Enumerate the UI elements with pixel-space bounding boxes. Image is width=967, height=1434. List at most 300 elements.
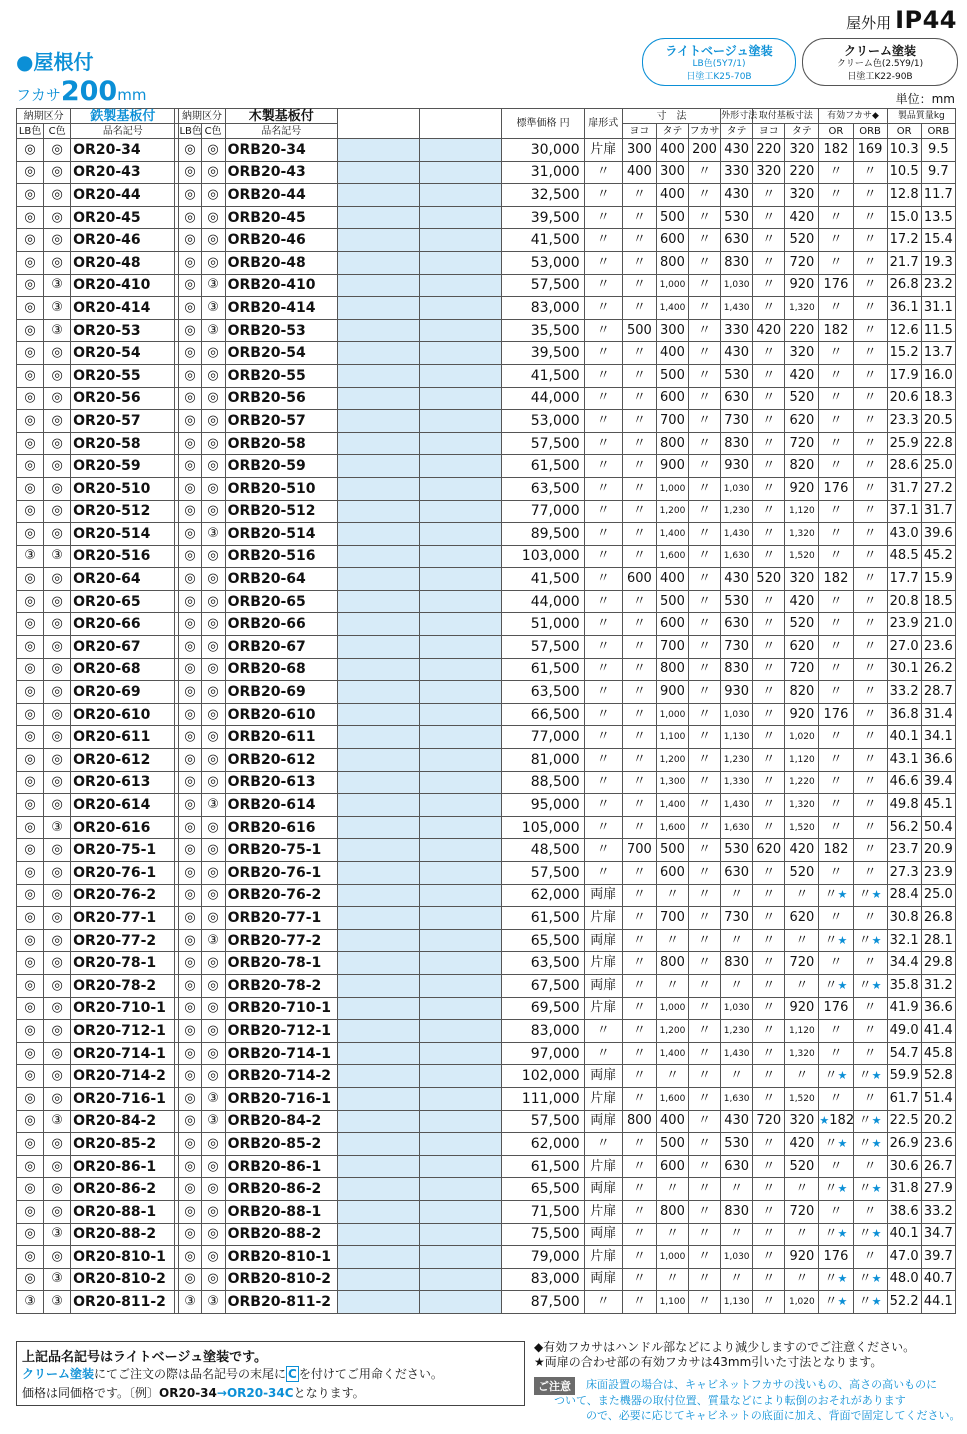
mass-or-cell: 48.0 xyxy=(887,1268,921,1291)
width-cell: 〃 xyxy=(622,477,656,500)
lb-color-2-cell: ◎ xyxy=(179,658,201,681)
iron-code-cell: OR20-56 xyxy=(71,387,175,410)
door-type-cell: 〃 xyxy=(584,568,622,591)
outer-height-cell: 930 xyxy=(721,681,753,704)
mass-orb-cell: 28.7 xyxy=(921,681,955,704)
iron-code-cell: OR20-34 xyxy=(71,139,175,162)
door-type-cell: 〃 xyxy=(584,455,622,478)
eff-depth-or-cell: 〃 xyxy=(819,342,853,365)
eff-depth-orb-cell: 〃 xyxy=(853,613,887,636)
height-cell: 〃 xyxy=(656,974,688,997)
mass-or-cell: 41.9 xyxy=(887,997,921,1020)
eff-depth-or-cell: 〃 xyxy=(819,523,853,546)
price-cell: 83,000 xyxy=(502,1020,584,1043)
outer-height-cell: 1,230 xyxy=(721,1020,753,1043)
eff-depth-orb-cell: 〃★ xyxy=(853,929,887,952)
eff-depth-orb-cell: 〃★ xyxy=(853,884,887,907)
iron-code-cell: OR20-86-2 xyxy=(71,1178,175,1201)
mass-orb-cell: 28.1 xyxy=(921,929,955,952)
c-color-2-cell: ◎ xyxy=(201,590,225,613)
depth-cell: 〃 xyxy=(689,771,721,794)
iron-code-cell: OR20-66 xyxy=(71,613,175,636)
c-color-2-cell: ◎ xyxy=(201,1200,225,1223)
mount-height-cell: 820 xyxy=(785,681,819,704)
mass-or-cell: 23.7 xyxy=(887,839,921,862)
height-cell: 400 xyxy=(656,568,688,591)
eff-depth-or-cell: 182 xyxy=(819,839,853,862)
wood-code-cell: ORB20-510 xyxy=(225,477,337,500)
lb-color-cell: ◎ xyxy=(17,997,44,1020)
mass-orb-cell: 29.8 xyxy=(921,952,955,975)
outer-height-cell: 330 xyxy=(721,161,753,184)
lb-color-2-cell: ◎ xyxy=(179,726,201,749)
lb-color-2-cell: ◎ xyxy=(179,907,201,930)
door-type-cell: 〃 xyxy=(584,161,622,184)
door-type-cell: 〃 xyxy=(584,1042,622,1065)
mount-height-header: タテ xyxy=(785,124,819,139)
mass-orb-cell: 31.4 xyxy=(921,703,955,726)
depth-cell: 〃 xyxy=(689,884,721,907)
wood-code-cell: ORB20-56 xyxy=(225,387,337,410)
door-type-cell: 〃 xyxy=(584,297,622,320)
mass-orb-cell: 36.6 xyxy=(921,997,955,1020)
wood-code-cell: ORB20-48 xyxy=(225,251,337,274)
lb-color-cell: ◎ xyxy=(17,1200,44,1223)
price-cell: 57,500 xyxy=(502,274,584,297)
mass-or-cell: 52.2 xyxy=(887,1291,921,1314)
c-color-2-cell: ◎ xyxy=(201,1020,225,1043)
table-row xyxy=(17,545,956,568)
eff-depth-orb-cell: 〃 xyxy=(853,1087,887,1110)
depth-cell: 〃 xyxy=(689,794,721,817)
c-color-cell: ③ xyxy=(44,297,71,320)
lb-color-cell: ◎ xyxy=(17,206,44,229)
lb-color-2-cell: ◎ xyxy=(179,410,201,433)
mount-width-cell: 〃 xyxy=(753,726,785,749)
wood-code-cell: ORB20-78-2 xyxy=(225,974,337,997)
outer-height-cell: 830 xyxy=(721,251,753,274)
depth-cell: 〃 xyxy=(689,251,721,274)
c-color-cell: ◎ xyxy=(44,251,71,274)
height-cell: 400 xyxy=(656,184,688,207)
iron-code-cell: OR20-88-2 xyxy=(71,1223,175,1246)
lb-color-cell: ◎ xyxy=(17,974,44,997)
table-row xyxy=(17,771,956,794)
iron-code-cell: OR20-710-1 xyxy=(71,997,175,1020)
depth-cell: 〃 xyxy=(689,364,721,387)
c-color-cell: ◎ xyxy=(44,387,71,410)
mount-height-cell: 820 xyxy=(785,455,819,478)
table-row xyxy=(17,1087,956,1110)
price-cell: 77,000 xyxy=(502,726,584,749)
lb-color-cell: ③ xyxy=(17,545,44,568)
wood-code-cell: ORB20-512 xyxy=(225,500,337,523)
eff-depth-or-cell: 〃★ xyxy=(819,929,853,952)
c-color-cell: ◎ xyxy=(44,794,71,817)
price-cell: 102,000 xyxy=(502,1065,584,1088)
door-type-cell: 〃 xyxy=(584,771,622,794)
eff-depth-or-cell: 〃 xyxy=(819,297,853,320)
width-cell: 800 xyxy=(622,1110,656,1133)
eff-depth-orb-cell: 〃 xyxy=(853,907,887,930)
height-cell: 1,000 xyxy=(656,997,688,1020)
price-cell: 105,000 xyxy=(502,816,584,839)
depth-cell: 〃 xyxy=(689,907,721,930)
width-header: ヨコ xyxy=(622,124,656,139)
wood-code-cell: ORB20-55 xyxy=(225,364,337,387)
c-color-cell: ◎ xyxy=(44,839,71,862)
price-cell: 87,500 xyxy=(502,1291,584,1314)
eff-depth-orb-cell: 〃 xyxy=(853,410,887,433)
mass-orb-cell: 45.2 xyxy=(921,545,955,568)
mass-orb-cell: 13.7 xyxy=(921,342,955,365)
table-row xyxy=(17,1110,956,1133)
wood-code-cell: ORB20-77-2 xyxy=(225,929,337,952)
table-row xyxy=(17,794,956,817)
lb-color-2-cell: ◎ xyxy=(179,884,201,907)
eff-depth-or-cell: 〃 xyxy=(819,636,853,659)
lb-color-2-cell: ◎ xyxy=(179,1268,201,1291)
lb-badge-title: ライトベージュ塗装 xyxy=(665,44,773,58)
c-color-2-cell: ◎ xyxy=(201,952,225,975)
outer-height-cell: 830 xyxy=(721,658,753,681)
lb-color-2-cell: ◎ xyxy=(179,545,201,568)
door-type-cell: 〃 xyxy=(584,636,622,659)
footer-note-box xyxy=(16,1341,525,1406)
c-color-2-cell: ◎ xyxy=(201,251,225,274)
mount-width-cell: 320 xyxy=(753,161,785,184)
lb-color-2-cell: ◎ xyxy=(179,139,201,162)
lb-color-2-cell: ◎ xyxy=(179,1087,201,1110)
mass-or-cell: 54.7 xyxy=(887,1042,921,1065)
outer-height-cell: 630 xyxy=(721,387,753,410)
c-color-2-cell: ◎ xyxy=(201,1065,225,1088)
iron-code-cell: OR20-514 xyxy=(71,523,175,546)
mass-orb-cell: 27.2 xyxy=(921,477,955,500)
mount-width-cell: 〃 xyxy=(753,1020,785,1043)
width-cell: 〃 xyxy=(622,929,656,952)
mass-or-cell: 40.1 xyxy=(887,726,921,749)
c-color-cell: ◎ xyxy=(44,1200,71,1223)
c-color-cell: ◎ xyxy=(44,907,71,930)
lb-color-cell: ◎ xyxy=(17,432,44,455)
depth-cell: 〃 xyxy=(689,1223,721,1246)
table-row xyxy=(17,1246,956,1269)
height-cell: 1,200 xyxy=(656,500,688,523)
mount-height-cell: 520 xyxy=(785,229,819,252)
c-color-cell: ◎ xyxy=(44,1133,71,1156)
eff-depth-orb-cell: 〃 xyxy=(853,997,887,1020)
eff-depth-or-cell: 〃 xyxy=(819,500,853,523)
mount-height-cell: 720 xyxy=(785,1200,819,1223)
example-code-c: OR20-34C xyxy=(226,1386,294,1400)
depth-cell: 〃 xyxy=(689,839,721,862)
unit-label: 単位：mm xyxy=(895,92,955,106)
height-cell: 600 xyxy=(656,613,688,636)
c-color-2-cell: ◎ xyxy=(201,455,225,478)
c-color-2-cell: ◎ xyxy=(201,771,225,794)
height-cell: 1,400 xyxy=(656,794,688,817)
price-cell: 65,500 xyxy=(502,929,584,952)
footer-line-1: 上記品名記号はライトベージュ塗装です。 xyxy=(22,1350,268,1365)
table-row xyxy=(17,523,956,546)
depth-cell: 200 xyxy=(689,139,721,162)
price-cell: 44,000 xyxy=(502,590,584,613)
eff-depth-or-cell: 〃 xyxy=(819,455,853,478)
iron-code-cell: OR20-59 xyxy=(71,455,175,478)
mount-board-header: 取付基板寸法 xyxy=(753,109,819,124)
outer-height-cell: 530 xyxy=(721,590,753,613)
mount-height-cell: 420 xyxy=(785,1133,819,1156)
wood-code-cell: ORB20-66 xyxy=(225,613,337,636)
wood-code-cell: ORB20-88-1 xyxy=(225,1200,337,1223)
wood-code-cell: ORB20-514 xyxy=(225,523,337,546)
height-cell: 1,300 xyxy=(656,771,688,794)
note-double-door: ★両扉の合わせ部の有効フカサは43mm引いた寸法となります。 xyxy=(534,1355,883,1369)
mass-or-cell: 20.6 xyxy=(887,387,921,410)
width-cell: 〃 xyxy=(622,952,656,975)
iron-code-cell: OR20-53 xyxy=(71,319,175,342)
c-color-2-cell: ◎ xyxy=(201,1268,225,1291)
door-type-cell: 〃 xyxy=(584,206,622,229)
c-color-2-cell: ③ xyxy=(201,1110,225,1133)
height-cell: 1,100 xyxy=(656,726,688,749)
cream-badge-line2: 日塗工K22-90B xyxy=(847,72,913,82)
eff-depth-orb-cell: 〃 xyxy=(853,749,887,772)
mass-orb-cell: 26.7 xyxy=(921,1155,955,1178)
depth-cell: 〃 xyxy=(689,749,721,772)
outer-height-cell: 1,630 xyxy=(721,816,753,839)
notes xyxy=(534,1340,962,1370)
width-cell: 〃 xyxy=(622,387,656,410)
table-row xyxy=(17,929,956,952)
eff-depth-orb-cell: 〃★ xyxy=(853,1223,887,1246)
lb-color-cell: ◎ xyxy=(17,907,44,930)
iron-code-cell: OR20-613 xyxy=(71,771,175,794)
mount-height-cell: 220 xyxy=(785,161,819,184)
outer-height-cell: 430 xyxy=(721,184,753,207)
lb-color-2-cell: ◎ xyxy=(179,523,201,546)
lb-color-cell: ◎ xyxy=(17,568,44,591)
table-row xyxy=(17,1065,956,1088)
eff-depth-orb-cell: 〃 xyxy=(853,794,887,817)
example-arrow: → xyxy=(216,1386,227,1400)
c-color-2-cell: ③ xyxy=(201,319,225,342)
wood-code-cell: ORB20-64 xyxy=(225,568,337,591)
price-header: 標準価格 円 xyxy=(502,109,584,139)
eff-depth-orb-cell: 〃 xyxy=(853,1042,887,1065)
width-cell: 〃 xyxy=(622,681,656,704)
product-table xyxy=(16,108,956,1314)
lb-color-cell: ◎ xyxy=(17,839,44,862)
width-cell: 〃 xyxy=(622,1133,656,1156)
table-row xyxy=(17,839,956,862)
outer-height-cell: 1,030 xyxy=(721,274,753,297)
table-row xyxy=(17,884,956,907)
eff-depth-orb-cell: 〃★ xyxy=(853,1178,887,1201)
height-cell: 1,000 xyxy=(656,477,688,500)
iron-code-cell: OR20-77-1 xyxy=(71,907,175,930)
table-row xyxy=(17,139,956,162)
eff-depth-or-cell: 〃 xyxy=(819,206,853,229)
door-type-cell: 〃 xyxy=(584,590,622,613)
lb-color-cell: ◎ xyxy=(17,862,44,885)
door-type-cell: 〃 xyxy=(584,229,622,252)
c-color-2-cell: ◎ xyxy=(201,477,225,500)
price-cell: 30,000 xyxy=(502,139,584,162)
mass-orb-cell: 18.3 xyxy=(921,387,955,410)
outer-height-cell: 430 xyxy=(721,1110,753,1133)
door-type-cell: 片扉 xyxy=(584,1200,622,1223)
depth-cell: 〃 xyxy=(689,952,721,975)
wood-code-cell: ORB20-85-2 xyxy=(225,1133,337,1156)
mass-or-cell: 35.8 xyxy=(887,974,921,997)
c-color-cell: ◎ xyxy=(44,1042,71,1065)
mass-or-cell: 23.3 xyxy=(887,410,921,433)
price-cell: 67,500 xyxy=(502,974,584,997)
depth-header: フカサ xyxy=(689,125,720,137)
door-type-cell: 〃 xyxy=(584,1291,622,1314)
mount-width-cell: 〃 xyxy=(753,884,785,907)
price-cell: 75,500 xyxy=(502,1223,584,1246)
lb-color-cell: ◎ xyxy=(17,1042,44,1065)
mount-height-cell: 〃 xyxy=(785,929,819,952)
caution-line-3: ので、必要に応じてキャビネットの底面に加え、背面で固定してください。 xyxy=(586,1409,961,1422)
height-cell: 800 xyxy=(656,251,688,274)
mount-height-cell: 1,320 xyxy=(785,794,819,817)
eff-depth-or-cell: 〃 xyxy=(819,681,853,704)
table-row xyxy=(17,749,956,772)
c-color-cell: ◎ xyxy=(44,974,71,997)
table-row xyxy=(17,432,956,455)
cream-badge-title: クリーム塗装 xyxy=(843,44,916,58)
c-color-2-cell: ◎ xyxy=(201,816,225,839)
height-cell: 〃 xyxy=(656,1178,688,1201)
height-cell: 〃 xyxy=(656,1223,688,1246)
door-type-cell: 〃 xyxy=(584,749,622,772)
wood-code-cell: ORB20-45 xyxy=(225,206,337,229)
outer-height-cell: 1,130 xyxy=(721,1291,753,1314)
lb-color-cell: ◎ xyxy=(17,1020,44,1043)
price-cell: 69,500 xyxy=(502,997,584,1020)
width-cell: 〃 xyxy=(622,862,656,885)
mass-or-cell: 23.9 xyxy=(887,613,921,636)
height-cell: 300 xyxy=(656,319,688,342)
c-color-2-cell: ◎ xyxy=(201,568,225,591)
depth-cell: 〃 xyxy=(689,229,721,252)
lb-color-cell: ◎ xyxy=(17,364,44,387)
door-type-cell: 〃 xyxy=(584,342,622,365)
mount-width-cell: 〃 xyxy=(753,274,785,297)
lb-color-2-cell: ◎ xyxy=(179,636,201,659)
lb-color-2-cell: ◎ xyxy=(179,771,201,794)
c-color-cell: ③ xyxy=(44,545,71,568)
mount-height-cell: 1,520 xyxy=(785,1087,819,1110)
eff-depth-orb-cell: 〃 xyxy=(853,432,887,455)
eff-depth-orb-cell: 〃 xyxy=(853,839,887,862)
door-type-cell: 片扉 xyxy=(584,1155,622,1178)
c-color-cell: ◎ xyxy=(44,410,71,433)
outer-height-cell: 630 xyxy=(721,613,753,636)
width-cell: 〃 xyxy=(622,1291,656,1314)
height-cell: 600 xyxy=(656,1155,688,1178)
c-color-cell: ③ xyxy=(44,1223,71,1246)
lb-color-cell: ◎ xyxy=(17,1065,44,1088)
mass-orb-cell: 40.7 xyxy=(921,1268,955,1291)
mass-or-cell: 61.7 xyxy=(887,1087,921,1110)
width-cell: 300 xyxy=(622,139,656,162)
wood-code-cell: ORB20-611 xyxy=(225,726,337,749)
height-cell: 1,000 xyxy=(656,703,688,726)
table-row xyxy=(17,681,956,704)
eff-depth-or-cell: 〃 xyxy=(819,794,853,817)
iron-code-cell: OR20-69 xyxy=(71,681,175,704)
c-color-2-cell: ③ xyxy=(201,297,225,320)
mass-orb-cell: 45.8 xyxy=(921,1042,955,1065)
mass-orb-cell: 25.0 xyxy=(921,455,955,478)
mass-or-cell: 28.4 xyxy=(887,884,921,907)
mass-orb-cell: 27.9 xyxy=(921,1178,955,1201)
mass-orb-cell: 51.4 xyxy=(921,1087,955,1110)
eff-depth-or-cell: 〃 xyxy=(819,1155,853,1178)
outer-height-cell: 1,030 xyxy=(721,477,753,500)
eff-depth-or-cell: 〃 xyxy=(819,410,853,433)
height-cell: 1,600 xyxy=(656,545,688,568)
mount-width-cell: 〃 xyxy=(753,907,785,930)
eff-depth-orb-cell: 〃 xyxy=(853,184,887,207)
mount-width-cell: 〃 xyxy=(753,658,785,681)
outer-height-cell: 630 xyxy=(721,229,753,252)
mass-or-cell: 48.5 xyxy=(887,545,921,568)
depth-cell: 〃 xyxy=(689,703,721,726)
mount-height-cell: 720 xyxy=(785,952,819,975)
table-row xyxy=(17,1200,956,1223)
lb-color-cell: ◎ xyxy=(17,229,44,252)
c-color-cell: ◎ xyxy=(44,681,71,704)
height-cell: 1,000 xyxy=(656,1246,688,1269)
depth-cell: 〃 xyxy=(689,161,721,184)
mount-height-cell: 1,120 xyxy=(785,749,819,772)
door-type-cell: 〃 xyxy=(584,523,622,546)
table-row xyxy=(17,726,956,749)
mass-orb-cell: 22.8 xyxy=(921,432,955,455)
outer-height-cell: 1,330 xyxy=(721,771,753,794)
mount-height-cell: 320 xyxy=(785,1110,819,1133)
lb-color-cell: ◎ xyxy=(17,387,44,410)
door-type-cell: 〃 xyxy=(584,1020,622,1043)
lb-color-2-cell: ◎ xyxy=(179,432,201,455)
depth-cell: 〃 xyxy=(689,432,721,455)
door-type-cell: 〃 xyxy=(584,681,622,704)
outer-height-cell: 1,430 xyxy=(721,523,753,546)
depth-cell: 〃 xyxy=(689,500,721,523)
iron-code-cell: OR20-68 xyxy=(71,658,175,681)
depth-cell: 〃 xyxy=(689,613,721,636)
height-cell: 600 xyxy=(656,387,688,410)
wood-code-cell: ORB20-410 xyxy=(225,274,337,297)
eff-depth-orb-cell: 〃 xyxy=(853,251,887,274)
lb-color-cell: ◎ xyxy=(17,1178,44,1201)
table-row xyxy=(17,997,956,1020)
c-color-cell: ◎ xyxy=(44,342,71,365)
width-cell: 〃 xyxy=(622,545,656,568)
mass-or-cell: 46.6 xyxy=(887,771,921,794)
cream-paint-label: クリーム塗装 xyxy=(22,1367,95,1381)
iron-code-cell: OR20-716-1 xyxy=(71,1087,175,1110)
lb-color-2-cell: ◎ xyxy=(179,274,201,297)
mass-orb-cell: 25.0 xyxy=(921,884,955,907)
lb-color-2-cell: ◎ xyxy=(179,1020,201,1043)
